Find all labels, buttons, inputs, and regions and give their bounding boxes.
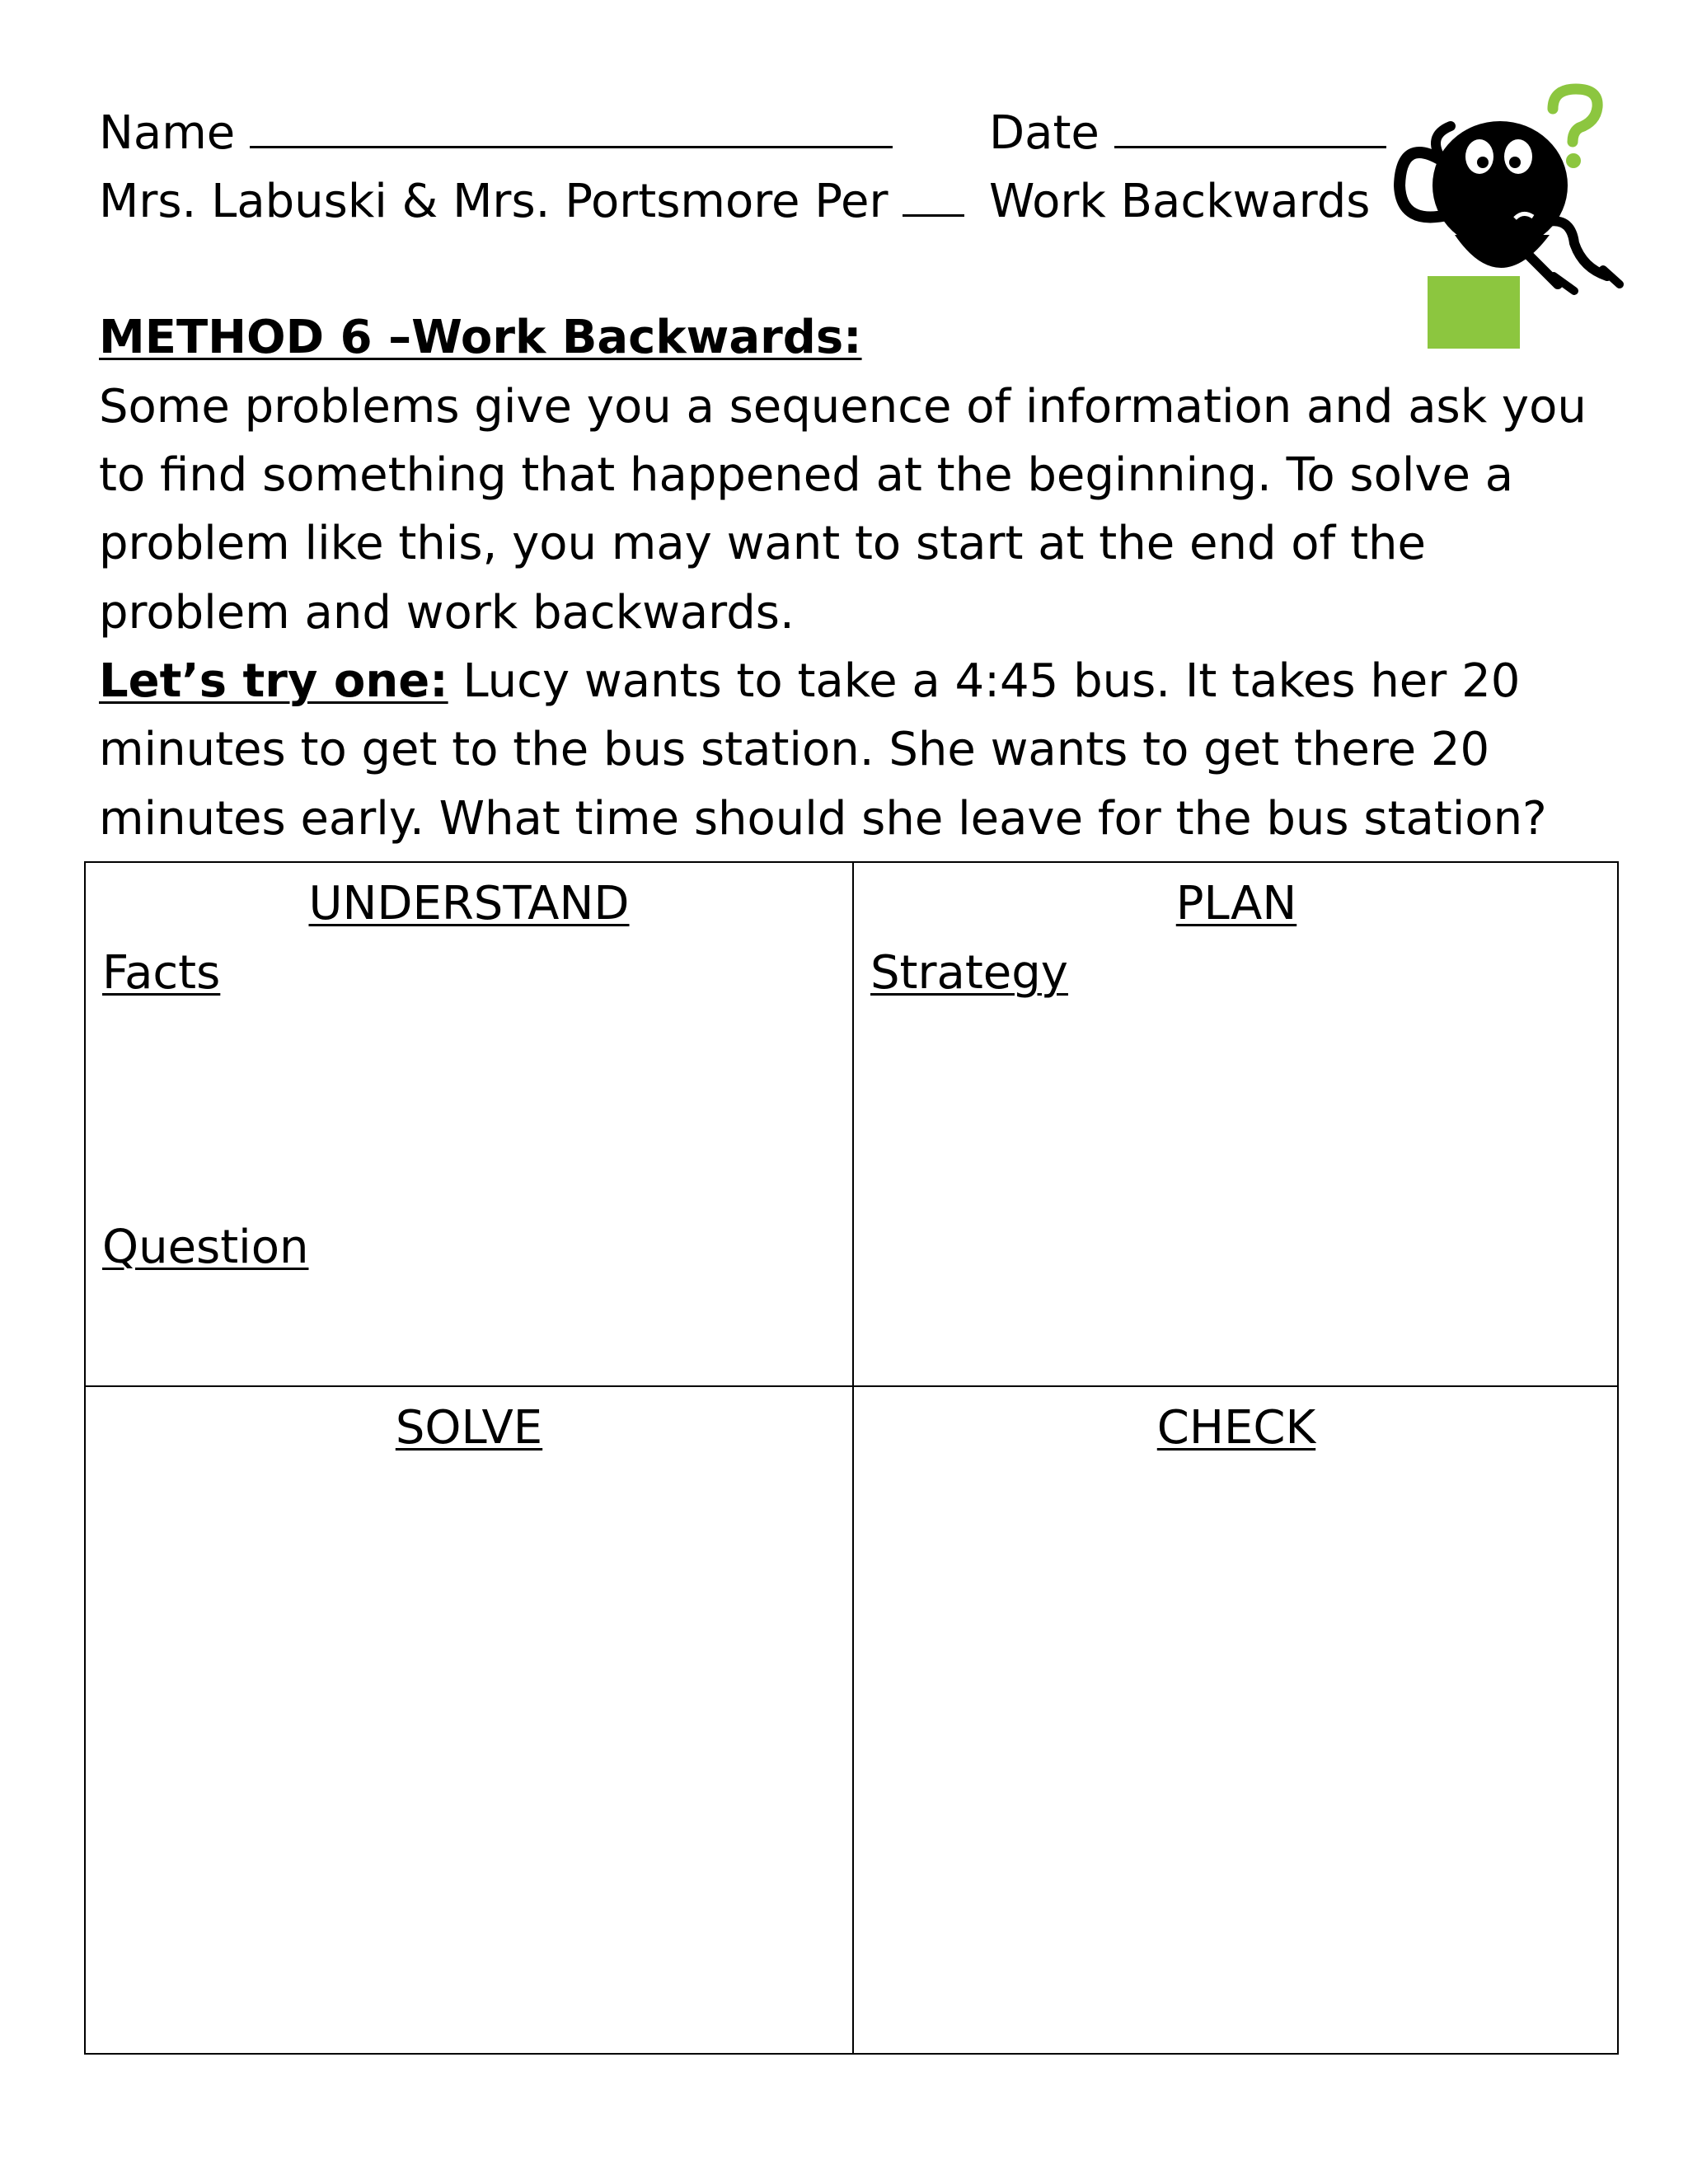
method-heading-text: METHOD 6 –Work Backwards: xyxy=(99,311,862,364)
understand-title: UNDERSTAND xyxy=(308,877,630,930)
understand-cell[interactable] xyxy=(86,863,852,1385)
period-blank[interactable] xyxy=(903,170,964,217)
method-desc-line-3: problem like this, you may want to start at the end of the xyxy=(99,517,1426,570)
check-cell[interactable] xyxy=(854,1387,1619,2055)
question-mark-icon xyxy=(1543,82,1609,173)
method-desc-line-1: Some problems give you a sequence of information and ask you xyxy=(99,380,1587,434)
worksheet-title: Work Backwards xyxy=(989,175,1371,228)
plan-title: PLAN xyxy=(1175,877,1297,930)
teachers-text: Mrs. Labuski & Mrs. Portsmore Per xyxy=(99,175,889,228)
question-label: Question xyxy=(102,1221,309,1274)
method-desc-line-4: problem and work backwards. xyxy=(99,586,795,640)
name-label: Name xyxy=(99,106,236,160)
date-line xyxy=(989,99,1386,168)
facts-label: Facts xyxy=(102,946,221,1000)
date-label: Date xyxy=(989,106,1100,160)
plan-cell[interactable] xyxy=(854,863,1619,1385)
solve-title: SOLVE xyxy=(395,1401,543,1455)
name-line xyxy=(99,99,893,168)
method-heading xyxy=(99,303,862,373)
date-blank[interactable] xyxy=(1114,101,1386,148)
name-blank[interactable] xyxy=(250,101,893,148)
method-desc-line-2: to find something that happened at the beginning. To solve a xyxy=(99,448,1514,502)
example-label: Let’s try one: xyxy=(99,654,448,708)
teacher-line xyxy=(99,167,964,237)
strategy-label: Strategy xyxy=(870,946,1068,1000)
example-text-1: Lucy wants to take a 4:45 bus. It takes her 20 xyxy=(462,654,1521,708)
solve-cell[interactable] xyxy=(86,1387,852,2055)
example-line-1 xyxy=(99,647,1520,716)
problem-solving-grid xyxy=(84,861,1619,2055)
example-line-3: minutes early. What time should she leave for the bus station? xyxy=(99,792,1547,846)
check-title: CHECK xyxy=(1156,1401,1316,1455)
example-line-2: minutes to get to the bus station. She wants to get there 20 xyxy=(99,723,1490,776)
